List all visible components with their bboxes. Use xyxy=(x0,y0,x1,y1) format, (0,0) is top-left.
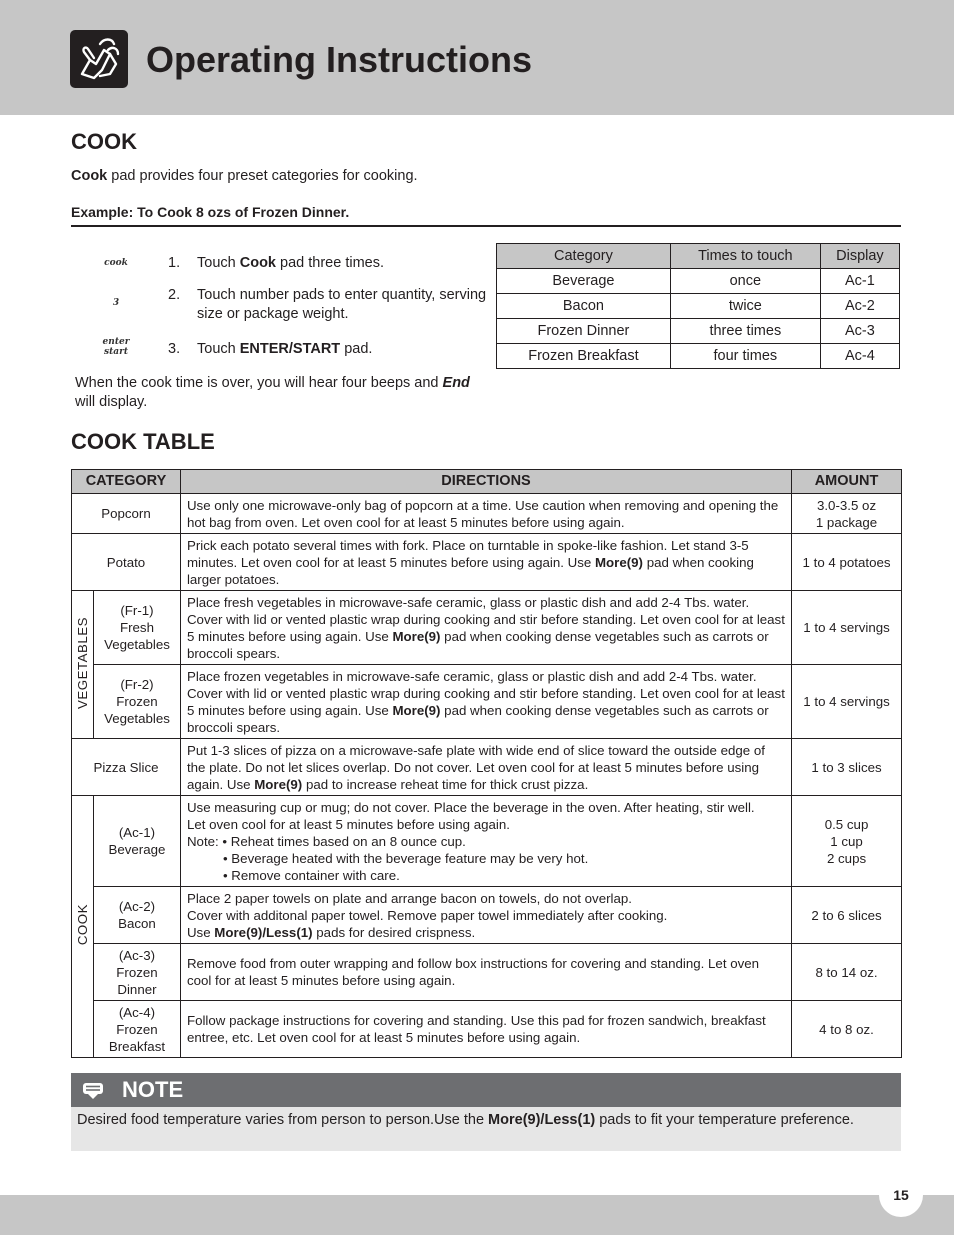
page-title: Operating Instructions xyxy=(146,39,533,80)
category-cell: (Fr-1) Fresh Vegetables xyxy=(93,591,180,665)
cook-table xyxy=(71,469,902,1058)
directions-cell: Put 1-3 slices of pizza on a microwave-safe plate with wide end of slice toward the outside edge of the plate. Do not let slices overlap. Do not cover. Let oven cool for at least 5 minutes before using again. Use More(9) pad to increase reheat time for thick crust pizza. xyxy=(180,739,791,796)
table-row-fresh-vegetables xyxy=(72,591,902,665)
cook-intro: Cook pad provides four preset categories for cooking. xyxy=(71,168,418,184)
table-cell: Ac-1 xyxy=(820,269,899,294)
note-pad-icon xyxy=(82,1082,104,1105)
category-cell: Popcorn xyxy=(72,494,181,534)
hand-pressing-button-icon xyxy=(70,30,128,88)
table-row-frozen-dinner xyxy=(72,944,902,1001)
cook-heading: COOK xyxy=(71,129,137,154)
table-cell: four times xyxy=(670,344,820,369)
table-cell: Frozen Dinner xyxy=(497,319,671,344)
category-cell: (Ac-1) Beverage xyxy=(93,796,180,887)
table-row-beverage xyxy=(72,796,902,887)
table-row-popcorn xyxy=(72,494,902,534)
table-cell: twice xyxy=(670,294,820,319)
step-text: Touch ENTER/START pad. xyxy=(197,341,373,357)
cook-pad-icon: cook xyxy=(104,258,128,268)
step-number: 3. xyxy=(168,341,181,357)
table-row xyxy=(497,319,900,344)
column-header-category: CATEGORY xyxy=(72,470,181,494)
step-number: 2. xyxy=(168,287,181,303)
category-cell: (Ac-2) Bacon xyxy=(93,887,180,944)
table-header-row xyxy=(72,470,902,494)
table-cell: Bacon xyxy=(497,294,671,319)
table-row-potato xyxy=(72,534,902,591)
amount-cell: 1 to 3 slices xyxy=(792,739,902,796)
table-row-frozen-breakfast xyxy=(72,1001,902,1058)
cook-table-heading: COOK TABLE xyxy=(71,429,215,454)
column-header: Category xyxy=(497,244,671,269)
category-cell: Pizza Slice xyxy=(72,739,181,796)
column-header-directions: DIRECTIONS xyxy=(180,470,791,494)
category-table xyxy=(496,243,900,369)
cook-group-cell: COOK xyxy=(72,796,94,1058)
amount-cell: 8 to 14 oz. xyxy=(792,944,902,1001)
vegetables-group-cell: VEGETABLES xyxy=(72,591,94,739)
amount-cell: 1 to 4 potatoes xyxy=(792,534,902,591)
table-row xyxy=(497,269,900,294)
table-cell: Beverage xyxy=(497,269,671,294)
example-heading: Example: To Cook 8 ozs of Frozen Dinner. xyxy=(71,204,350,220)
page-header xyxy=(0,0,954,115)
column-header: Display xyxy=(820,244,899,269)
end-note: When the cook time is over, you will hear four beeps and End will display. xyxy=(75,375,470,410)
page-footer xyxy=(0,1195,954,1235)
table-row-bacon xyxy=(72,887,902,944)
directions-cell: Prick each potato several times with fork. Place on turntable in spoke-like fashion. Let stand 3-5 minutes. Let oven cool for at least 5 minutes before using again. Use More(9) pad when cooking larger potatoes. xyxy=(180,534,791,591)
directions-cell: Use only one microwave-only bag of popcorn at a time. Use caution when removing and opening the hot bag from oven. Let oven cool for at least 5 minutes before using again. xyxy=(180,494,791,534)
category-cell: (Fr-2) Frozen Vegetables xyxy=(93,665,180,739)
category-cell: (Ac-3) Frozen Dinner xyxy=(93,944,180,1001)
enter-start-pad-icon: enter start xyxy=(102,337,130,357)
step-text: Touch Cook pad three times. xyxy=(197,255,384,271)
page-number: 15 xyxy=(879,1173,923,1217)
directions-cell: Place 2 paper towels on plate and arrange bacon on towels, do not overlap. Cover with additonal paper towel. Remove paper towel immediately after cooking. Use More(9)/Less(1) pads for desired crispness. xyxy=(180,887,791,944)
table-cell: once xyxy=(670,269,820,294)
directions-cell: Follow package instructions for covering and standing. Use this pad for frozen sandwich, breakfast entree, etc. Let oven cool for at least 5 minutes before using again. xyxy=(180,1001,791,1058)
note-header xyxy=(71,1073,901,1107)
table-row xyxy=(497,294,900,319)
table-row-frozen-vegetables xyxy=(72,665,902,739)
step-text: Touch number pads to enter quantity, serving size or package weight. xyxy=(197,287,487,322)
category-cell: Potato xyxy=(72,534,181,591)
number-pad-3-icon: 3 xyxy=(112,298,120,308)
directions-cell: Use measuring cup or mug; do not cover. Place the beverage in the oven. After heating, stir well. Let oven cool for at least 5 minutes before using again. Note: • Reheat times based on an 8 ounce cup. • Beverage heated with the beverage feature may be very hot. • Remove container with care. xyxy=(180,796,791,887)
table-cell: Ac-3 xyxy=(820,319,899,344)
table-cell: three times xyxy=(670,319,820,344)
table-cell: Ac-4 xyxy=(820,344,899,369)
amount-cell: 3.0-3.5 oz 1 package xyxy=(792,494,902,534)
table-row xyxy=(497,344,900,369)
column-header: Times to touch xyxy=(670,244,820,269)
note-label: NOTE xyxy=(122,1077,184,1102)
category-cell: (Ac-4) Frozen Breakfast xyxy=(93,1001,180,1058)
table-header-row xyxy=(497,244,900,269)
amount-cell: 0.5 cup 1 cup 2 cups xyxy=(792,796,902,887)
column-header-amount: AMOUNT xyxy=(792,470,902,494)
table-cell: Ac-2 xyxy=(820,294,899,319)
example-divider xyxy=(71,225,901,227)
directions-cell: Place frozen vegetables in microwave-safe ceramic, glass or plastic dish and add 2-4 Tbs. water. Cover with lid or vented plastic wrap during cooking and stir before standing. Let oven cool for at least 5 minutes before using again. Use More(9) pad when cooking dense vegetables such as carrots or broccoli spears. xyxy=(180,665,791,739)
table-row-pizza xyxy=(72,739,902,796)
note-body: Desired food temperature varies from person to person.Use the More(9)/Less(1) pads to fit your temperature preference. xyxy=(71,1107,901,1151)
directions-cell: Place fresh vegetables in microwave-safe ceramic, glass or plastic dish and add 2-4 Tbs. water. Cover with lid or vented plastic wrap during cooking and stir before standing. Let oven cool for at least 5 minutes before using again. Use More(9) pad when cooking dense vegetables such as carrots or broccoli spears. xyxy=(180,591,791,665)
directions-cell: Remove food from outer wrapping and follow box instructions for covering and standing. Let oven cool for at least 5 minutes before using again. xyxy=(180,944,791,1001)
amount-cell: 1 to 4 servings xyxy=(792,591,902,665)
amount-cell: 2 to 6 slices xyxy=(792,887,902,944)
table-cell: Frozen Breakfast xyxy=(497,344,671,369)
amount-cell: 4 to 8 oz. xyxy=(792,1001,902,1058)
amount-cell: 1 to 4 servings xyxy=(792,665,902,739)
step-number: 1. xyxy=(168,255,181,271)
